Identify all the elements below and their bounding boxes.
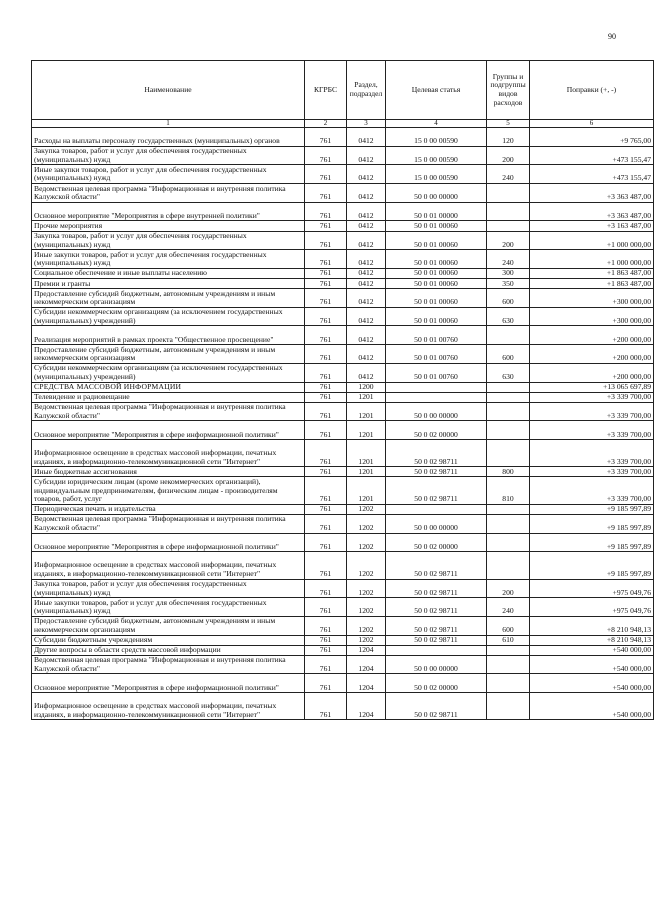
row-group: 600 [487,616,530,635]
row-group: 810 [487,477,530,504]
row-target: 50 0 01 00760 [386,345,487,364]
row-kgrbs: 761 [305,279,347,289]
row-name: Субсидии некоммерческим организациям (за исключением государственных (муниципальных) учреждений) [32,363,305,382]
row-target: 50 0 02 98711 [386,635,487,645]
row-target: 50 0 01 00060 [386,221,487,231]
row-group [487,392,530,402]
table-row [32,579,654,598]
row-group: 200 [487,579,530,598]
row-section: 1202 [347,533,386,552]
row-group [487,326,530,345]
row-kgrbs: 761 [305,598,347,617]
row-group: 240 [487,250,530,269]
row-section: 1201 [347,477,386,504]
table-row [32,504,654,514]
row-name: Другие вопросы в области средств массовой информации [32,645,305,655]
row-group: 800 [487,467,530,477]
row-amount: +540 000,00 [530,645,654,655]
row-kgrbs: 761 [305,250,347,269]
row-name: Иные закупки товаров, работ и услуг для обеспечения государственных (муниципальных) нужд [32,165,305,184]
table-row [32,289,654,308]
table-row [32,402,654,421]
row-section: 1201 [347,421,386,440]
row-kgrbs: 761 [305,402,347,421]
row-kgrbs: 761 [305,674,347,693]
row-target: 50 0 01 00760 [386,326,487,345]
row-kgrbs: 761 [305,693,347,720]
row-group: 200 [487,146,530,165]
row-amount: +300 000,00 [530,307,654,326]
row-section: 0412 [347,250,386,269]
row-group [487,440,530,467]
header-section: Раздел, подраздел [347,61,386,120]
row-target [386,382,487,392]
row-name: Закупка товаров, работ и услуг для обеспечения государственных (муниципальных) нужд [32,579,305,598]
header-kgrbs: КГРБС [305,61,347,120]
row-target: 50 0 00 00000 [386,514,487,533]
table-row [32,363,654,382]
row-name: Информационное освещение в средствах массовой информации, печатных изданиях, в информационно-телекоммуникационной сети "Интернет" [32,552,305,579]
row-amount: +8 210 948,13 [530,616,654,635]
table-row [32,221,654,231]
row-kgrbs: 761 [305,440,347,467]
row-section: 1201 [347,392,386,402]
row-kgrbs: 761 [305,363,347,382]
row-name: Ведомственная целевая программа "Информационная и внутренняя политика Калужской области" [32,514,305,533]
column-number: 2 [305,120,347,128]
row-kgrbs: 761 [305,421,347,440]
row-target: 50 0 02 98711 [386,693,487,720]
row-target: 50 0 01 00060 [386,231,487,250]
header-group: Группы и подгруппы видов расходов [487,61,530,120]
budget-amendments-table [31,60,654,720]
table-row [32,268,654,278]
row-name: Периодическая печать и издательства [32,504,305,514]
table-row [32,421,654,440]
row-section: 1202 [347,552,386,579]
table-row [32,307,654,326]
row-target [386,645,487,655]
table-row [32,165,654,184]
row-amount: +473 155,47 [530,146,654,165]
table-row [32,635,654,645]
table-row [32,326,654,345]
row-section: 0412 [347,165,386,184]
row-group: 300 [487,268,530,278]
row-target: 50 0 02 00000 [386,421,487,440]
row-target: 50 0 02 98711 [386,616,487,635]
row-target: 50 0 02 98711 [386,598,487,617]
row-kgrbs: 761 [305,579,347,598]
row-amount: +200 000,00 [530,363,654,382]
row-section: 0412 [347,231,386,250]
row-section: 0412 [347,307,386,326]
table-row [32,440,654,467]
row-amount: +200 000,00 [530,326,654,345]
table-row [32,645,654,655]
row-group [487,674,530,693]
row-name: Основное мероприятие "Мероприятия в сфере информационной политики" [32,674,305,693]
row-group: 240 [487,598,530,617]
row-amount: +1 863 487,00 [530,279,654,289]
row-name: Премии и гранты [32,279,305,289]
row-name: Расходы на выплаты персоналу государственных (муниципальных) органов [32,128,305,147]
row-kgrbs: 761 [305,307,347,326]
row-kgrbs: 761 [305,382,347,392]
row-name: Субсидии юридическим лицам (кроме некоммерческих организаций), индивидуальным предпринимателям, физическим лицам - производителям товаров, работ, услуг [32,477,305,504]
row-section: 1201 [347,440,386,467]
row-amount: +1 000 000,00 [530,250,654,269]
row-amount: +975 049,76 [530,579,654,598]
row-amount: +13 065 697,89 [530,382,654,392]
row-amount: +300 000,00 [530,289,654,308]
row-amount: +3 339 700,00 [530,467,654,477]
table-row [32,616,654,635]
row-kgrbs: 761 [305,635,347,645]
column-number: 3 [347,120,386,128]
table-row [32,674,654,693]
row-group: 610 [487,635,530,645]
row-section: 1202 [347,504,386,514]
row-target: 50 0 01 00060 [386,279,487,289]
row-section: 1204 [347,645,386,655]
row-kgrbs: 761 [305,345,347,364]
row-amount: +473 155,47 [530,165,654,184]
row-target: 15 0 00 00590 [386,146,487,165]
row-amount: +3 363 487,00 [530,202,654,221]
table-row [32,128,654,147]
row-group [487,693,530,720]
row-name: Ведомственная целевая программа "Информационная и внутренняя политика Калужской области" [32,184,305,203]
row-target [386,504,487,514]
row-group [487,421,530,440]
column-number-row [32,120,654,128]
row-name: Информационное освещение в средствах массовой информации, печатных изданиях, в информационно-телекоммуникационной сети "Интернет" [32,440,305,467]
row-group [487,645,530,655]
row-target: 50 0 02 98711 [386,440,487,467]
row-name: Иные закупки товаров, работ и услуг для обеспечения государственных (муниципальных) нужд [32,598,305,617]
row-group: 600 [487,345,530,364]
table-row [32,279,654,289]
row-target: 50 0 01 00060 [386,289,487,308]
row-section: 0412 [347,268,386,278]
row-amount: +540 000,00 [530,674,654,693]
row-name: Основное мероприятие "Мероприятия в сфере информационной политики" [32,421,305,440]
row-name: Телевидение и радиовещание [32,392,305,402]
header-name: Наименование [32,61,305,120]
row-group: 200 [487,231,530,250]
table-row [32,467,654,477]
row-group [487,655,530,674]
table-row [32,250,654,269]
row-section: 1202 [347,579,386,598]
row-name: Социальное обеспечение и иные выплаты населению [32,268,305,278]
row-kgrbs: 761 [305,504,347,514]
table-row [32,146,654,165]
row-section: 0412 [347,146,386,165]
row-amount: +975 049,76 [530,598,654,617]
row-kgrbs: 761 [305,128,347,147]
row-amount: +3 339 700,00 [530,421,654,440]
row-section: 0412 [347,345,386,364]
table-row [32,693,654,720]
row-target: 50 0 00 00000 [386,655,487,674]
row-group: 630 [487,363,530,382]
column-number: 1 [32,120,305,128]
row-group [487,221,530,231]
row-name: Информационное освещение в средствах массовой информации, печатных изданиях, в информационно-телекоммуникационной сети "Интернет" [32,693,305,720]
row-group [487,382,530,392]
row-name: Ведомственная целевая программа "Информационная и внутренняя политика Калужской области" [32,402,305,421]
row-kgrbs: 761 [305,514,347,533]
row-amount: +3 339 700,00 [530,440,654,467]
row-group [487,504,530,514]
row-name: Реализация мероприятий в рамках проекта "Общественное просвещение" [32,326,305,345]
row-kgrbs: 761 [305,477,347,504]
row-name: Закупка товаров, работ и услуг для обеспечения государственных (муниципальных) нужд [32,231,305,250]
row-target: 50 0 02 00000 [386,674,487,693]
row-amount: +3 339 700,00 [530,477,654,504]
row-group: 600 [487,289,530,308]
row-target: 50 0 01 00000 [386,202,487,221]
column-number: 5 [487,120,530,128]
row-amount: +540 000,00 [530,655,654,674]
row-target: 50 0 02 98711 [386,477,487,504]
row-target: 15 0 00 00590 [386,128,487,147]
row-amount: +9 185 997,89 [530,514,654,533]
row-kgrbs: 761 [305,268,347,278]
row-section: 0412 [347,202,386,221]
row-amount: +9 765,00 [530,128,654,147]
table-header-row [32,61,654,120]
row-amount: +1 863 487,00 [530,268,654,278]
row-section: 1202 [347,616,386,635]
row-group [487,552,530,579]
row-section: 1204 [347,655,386,674]
row-name: СРЕДСТВА МАССОВОЙ ИНФОРМАЦИИ [32,382,305,392]
row-section: 0412 [347,184,386,203]
row-section: 1201 [347,467,386,477]
table-row [32,598,654,617]
row-kgrbs: 761 [305,655,347,674]
row-kgrbs: 761 [305,202,347,221]
row-section: 1204 [347,693,386,720]
table-row [32,552,654,579]
table-row [32,345,654,364]
row-group [487,533,530,552]
row-name: Предоставление субсидий бюджетным, автономным учреждениям и иным некоммерческим организациям [32,289,305,308]
row-amount: +9 185 997,89 [530,552,654,579]
row-section: 1202 [347,598,386,617]
row-target: 15 0 00 00590 [386,165,487,184]
table-row [32,392,654,402]
column-number: 4 [386,120,487,128]
row-section: 1202 [347,635,386,645]
row-group [487,184,530,203]
row-kgrbs: 761 [305,231,347,250]
table-body [32,128,654,720]
row-kgrbs: 761 [305,146,347,165]
row-section: 1201 [347,402,386,421]
page-number: 90 [608,32,616,41]
row-target: 50 0 01 00060 [386,250,487,269]
row-kgrbs: 761 [305,326,347,345]
row-kgrbs: 761 [305,552,347,579]
row-amount: +200 000,00 [530,345,654,364]
row-name: Основное мероприятие "Мероприятия в сфере внутренней политики" [32,202,305,221]
row-kgrbs: 761 [305,165,347,184]
table-row [32,231,654,250]
row-amount: +540 000,00 [530,693,654,720]
row-name: Ведомственная целевая программа "Информационная и внутренняя политика Калужской области" [32,655,305,674]
row-target: 50 0 01 00760 [386,363,487,382]
row-target: 50 0 02 98711 [386,552,487,579]
row-name: Иные закупки товаров, работ и услуг для обеспечения государственных (муниципальных) нужд [32,250,305,269]
table-row [32,184,654,203]
row-section: 0412 [347,363,386,382]
row-group: 350 [487,279,530,289]
row-group: 630 [487,307,530,326]
row-target: 50 0 01 00060 [386,268,487,278]
table-row [32,655,654,674]
row-amount: +3 339 700,00 [530,402,654,421]
row-name: Субсидии некоммерческим организациям (за исключением государственных (муниципальных) учреждений) [32,307,305,326]
table-row [32,533,654,552]
row-name: Закупка товаров, работ и услуг для обеспечения государственных (муниципальных) нужд [32,146,305,165]
row-section: 1200 [347,382,386,392]
row-kgrbs: 761 [305,645,347,655]
row-group: 240 [487,165,530,184]
table-row [32,202,654,221]
row-name: Субсидии бюджетным учреждениям [32,635,305,645]
table-row [32,514,654,533]
table-row [32,477,654,504]
row-name: Предоставление субсидий бюджетным, автономным учреждениям и иным некоммерческим организациям [32,345,305,364]
row-kgrbs: 761 [305,533,347,552]
row-section: 0412 [347,326,386,345]
row-section: 0412 [347,289,386,308]
row-kgrbs: 761 [305,184,347,203]
row-kgrbs: 761 [305,467,347,477]
row-name: Предоставление субсидий бюджетным, автономным учреждениям и иным некоммерческим организациям [32,616,305,635]
row-amount: +9 185 997,89 [530,504,654,514]
row-kgrbs: 761 [305,221,347,231]
row-kgrbs: 761 [305,392,347,402]
row-target: 50 0 02 98711 [386,467,487,477]
header-amount: Поправки (+, -) [530,61,654,120]
row-group [487,514,530,533]
row-section: 1202 [347,514,386,533]
table-row [32,382,654,392]
row-name: Основное мероприятие "Мероприятия в сфере информационной политики" [32,533,305,552]
row-amount: +9 185 997,89 [530,533,654,552]
row-section: 1204 [347,674,386,693]
row-group [487,402,530,421]
row-name: Прочие мероприятия [32,221,305,231]
row-amount: +8 210 948,13 [530,635,654,645]
row-amount: +3 163 487,00 [530,221,654,231]
row-target: 50 0 02 00000 [386,533,487,552]
row-target: 50 0 00 00000 [386,402,487,421]
row-target: 50 0 02 98711 [386,579,487,598]
row-section: 0412 [347,279,386,289]
column-number: 6 [530,120,654,128]
row-group: 120 [487,128,530,147]
row-target: 50 0 00 00000 [386,184,487,203]
row-amount: +3 363 487,00 [530,184,654,203]
row-section: 0412 [347,128,386,147]
row-name: Иные бюджетные ассигнования [32,467,305,477]
row-target: 50 0 01 00060 [386,307,487,326]
row-kgrbs: 761 [305,616,347,635]
row-section: 0412 [347,221,386,231]
row-amount: +1 000 000,00 [530,231,654,250]
row-amount: +3 339 700,00 [530,392,654,402]
row-kgrbs: 761 [305,289,347,308]
row-target [386,392,487,402]
header-target: Целевая статья [386,61,487,120]
row-group [487,202,530,221]
